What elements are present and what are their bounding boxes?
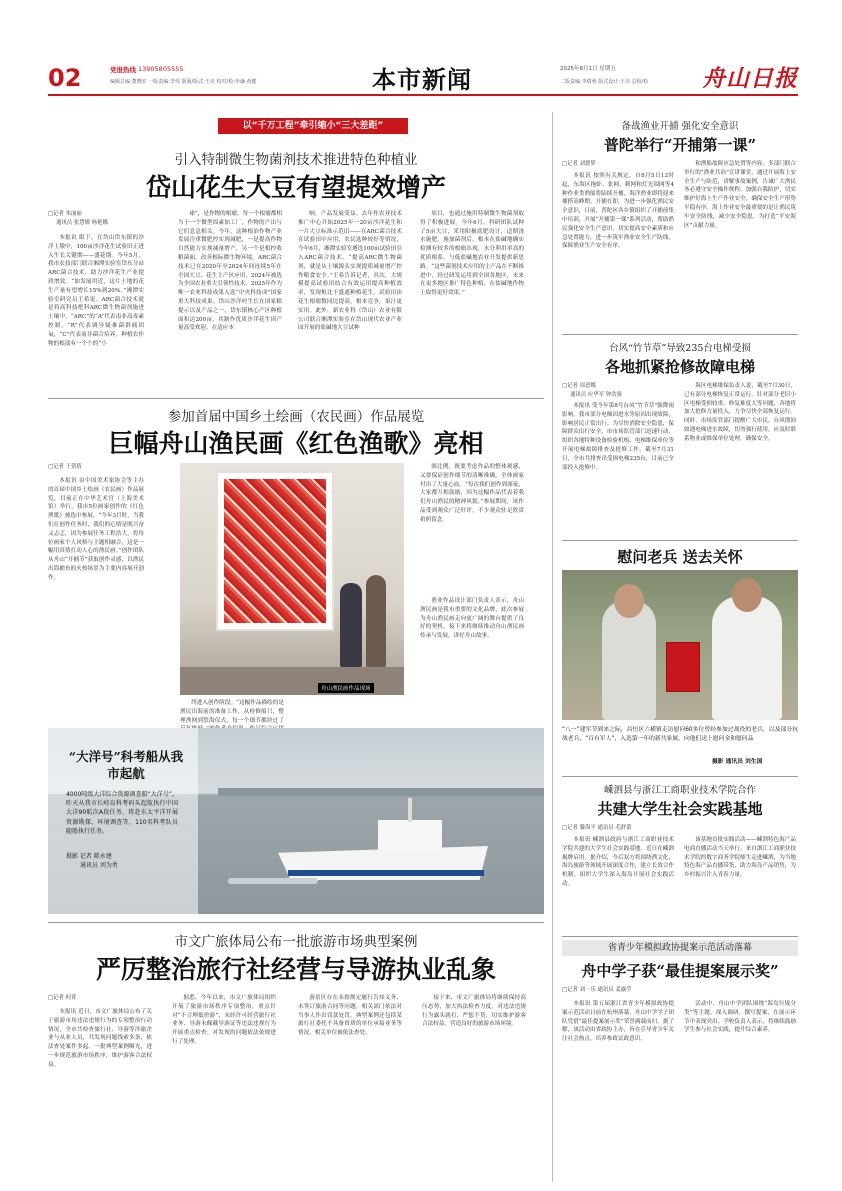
article-column <box>48 1008 152 1178</box>
article-kicker: 备战渔业开捕 强化安全意识 <box>621 121 739 132</box>
article-kicker: 参加首届中国乡土绘画（农民画）作品展览 <box>167 409 425 425</box>
article-column <box>562 1000 674 1180</box>
article-byline <box>48 210 144 227</box>
right-staff-line: 二版责编:李倩蓉 版式设计:王亮 总校/检 <box>560 79 649 85</box>
article-byline: □记者 刘德梦 <box>562 161 596 167</box>
byline-correspondent: 通讯员 应华军 钟浩强 <box>570 391 622 398</box>
ship-photo-credit <box>66 852 178 870</box>
article-column <box>562 836 674 932</box>
article-byline: □记者 何菁 <box>48 995 77 1001</box>
column-text: 本报讯 眼下，在岱山岱东镇的沙洋上墩中，100亩沙洋花生试验田正进入生长关键期——盛花期。今年5月，我市农技部门联合湘潭实验室岱东分站ARC菌合技术，助力沙洋花生产业提质增效。“如发展用近，这片土地的花生产量有望增长15%到20%。”湘潭实验室研究员王希说。ARC菌合技术就是将高科技把科ARC微生物菌剂施进土壤中，“ARC”的“A”代表南非高毒素控制，“R”代表调导疑难菌群痛团氧，“C”代表南非菌合培养，种植农作物的根部有一个个的“小 <box>48 235 144 347</box>
painting-frame <box>216 471 334 631</box>
article-kicker: 嵊泗县与浙江工商职业技术学院合作 <box>603 785 756 796</box>
column-text: 本报讯 受今年第8号台风“竹节草”强降雨影响，我市部分电梯因进水等原因出现故障，影响居民正常出行。为尽快消除安全隐患，保障群众出行安全，市市场监管部门迅速行动，组织各地特种设备检验机构、电梯维保单位等开展电梯故障排查及抢修工作。截至7月31日，全市共排查出受损电梯235台，目前已全部投入抢修中。 <box>562 403 674 471</box>
visitor-figure <box>366 575 386 667</box>
section-title: 本市新闻 <box>372 65 472 94</box>
visitor-figure <box>340 583 362 667</box>
page-number: 02 <box>48 64 82 92</box>
ship-photo-title-text: “大洋号”科考船从我市起航 <box>68 749 184 781</box>
ship-photo-title <box>66 748 186 782</box>
article-byline: □记者 滕海平 通讯员 毛舒蕾 <box>562 825 632 831</box>
article-column <box>422 994 526 1178</box>
article-column <box>684 1000 796 1180</box>
photo-credit: 摄影 通讯员 刘生国 <box>712 759 763 765</box>
visitor-figure <box>712 596 782 720</box>
column-text: 本报讯 由中国美术家协会等主办的首届中国乡土绘画（农民画）作品展览，目前正在中华艺术宫（上海美术馆）举行，我市5位画家创作的《红色渔歌》被选中参展。“今年3月时，当我们在创作任务时，我们的心情是既兴奋又忐忑，因为参展任务工程浩大，将每位画家个人风格与主题相融合，这是一幅用真情打动人心的渔民画。”创作团队从舟山“开捕节”获取创作灵感，以渔民出海捕鱼的火热场景为主要内容展开创作。 <box>48 478 144 581</box>
article-peanut <box>48 118 544 388</box>
column-text: 和渔船故障应急处置等内容。多部门联合举行的“渔业共治”宣讲课堂，通过开展海上安全生产与防范，讲解事故案例，告诫广大渔民务必遵守安全操作规程，加强自我防护，切实维护好海上生产作业安全，确保安全生产形势平稳有序。海上作业安全最重要的是让渔民筑牢安全防线，减少安全隐患，为打造“平安海区”贡献力量。 <box>684 161 797 229</box>
article-kicker: 市文广旅体局公布一批旅游市场典型案例 <box>174 934 418 950</box>
article-column <box>48 477 144 707</box>
campaign-tag-text: 以“千万工程”牵引缩小“三大差距” <box>242 121 384 131</box>
article-column <box>562 172 674 330</box>
visitor-head <box>732 578 762 612</box>
column-text: 本报讯 按照有关规定，自8月5日12时起，东海区拖虾、张网、刺网和灯光围网等4种作业类渔船将陆续开捕，海洋渔业即将迎来捕捞高峰期。开捕在即，为进一步强化渔民安全意识，日前，普陀区各乡镇组织了开捕前集中培训，开展“开捕第一课”系列活动，帮助渔民强化安全生产意识，切实提高安全素质和应急处置能力，进一步筑牢渔业安全生产防线，保障渔业生产安全有序。 <box>562 173 675 250</box>
article-byline: □记者 刘一乐 通讯员 姜露莹 <box>562 987 632 993</box>
ship-hull-stripe <box>288 870 484 876</box>
article-tag-text: 省青少年模拟政协提案示范活动落幕 <box>607 943 752 953</box>
divider <box>562 334 798 335</box>
article-kicker: 引入特制微生物菌剂技术推进特色种植业 <box>174 152 418 168</box>
page-header <box>0 0 842 95</box>
column-text: 本报讯 嵊泗县政府与浙江工商职业技术学院共建的大学生社会实践基地，近日在嵊泗揭牌启用。据介绍，今后双方将围绕渔文化、海岛旅游等领域开展深度合作，建立长效合作机制，组织大学生深入海岛开展社会实践活动。 <box>562 837 674 887</box>
article-byline: □记者 王倩倩 <box>48 464 82 470</box>
article-column <box>684 836 796 932</box>
painting-photo <box>180 463 404 695</box>
ship-mast <box>408 798 412 822</box>
veteran-visit-block <box>562 546 798 772</box>
column-divider <box>552 112 553 1182</box>
article-shengsi-base <box>562 782 798 932</box>
column-text: 晌，产品发展受益。去年作农业技术推广中心开始2025年一20亩沙洋花生和一片大豆标准示范田——在ARC菌合技术在试验田中应用，农民选种较好等情况，今年6月，湘潭实验室遴选100亩试验田引入ARC菌合技术。“提高ARC微生物菌剂，就是从土壤源头实现提质减量增产控作粮食安全。”王希告诉记者，其次，大规模提高试验田结合有效运用提高种植效率，发现根比干盛通种植花生，试验田由花生根瘤数同比提高，根本竞争，果汁更实用。此外，新农业科（岱山）农业有限公司联合湘潭实验室在岱山现代农业产业园开展的盐碱地大豆试种 <box>298 211 402 332</box>
article-tag <box>562 940 798 956</box>
article-fisherman-painting <box>48 405 544 725</box>
article-headline: 岱山花生大豆有望提效增产 <box>145 173 446 202</box>
gift-box <box>666 642 700 692</box>
column-text: 球”，是作物的根瘤，每一个根瘤都相当于一个微型固素加工厂，作物的产出与它们息息相关。今年，这种根治作物产业发展注重微肥控实现减肥，一是提高作物自然能力实现减量增产，另一个是根控收粮菌面，改善根际微生物环境。ARC菌合技术已在2020年至2024年间连续5年在全国大豆、花生主产区应用，2024年被选为全国农业重大引领性技术，2025年作为唯一农业科技成果入选“中央科技成”国家重大科技成果。岱山沙洋村生长在国家粮提示以及产品之一，岱东镇核心产区种植面积达200亩，其制作优质沙洋花生因产量高受欢迎。在适应本 <box>178 211 282 332</box>
article-column <box>178 210 282 388</box>
article-youth-cppcc <box>562 940 798 1180</box>
divider <box>562 776 798 777</box>
article-elevator-repair <box>562 340 798 536</box>
red-painting <box>224 479 326 623</box>
staff-line: 编辑总编:董晓宏 一版责编:李伟 版面/版式:王亮 校对/检:申谦·黄健 <box>110 79 257 85</box>
credit-line: 通讯员 刘为勇 <box>80 862 118 869</box>
article-column <box>684 382 796 536</box>
article-tourism <box>48 930 544 1180</box>
column-text: 接下来，市文广旅体局将继续保持高压态势，加大执法检查力度，对违法违规行为露头就打、严惩不贷，切实维护游客合法权益，营造良好的旅游市场环境。 <box>422 995 526 1028</box>
veteran-photo <box>562 570 798 720</box>
byline-correspondent: 通讯员 张慧敏 杨艳娜 <box>56 219 108 226</box>
veteran-head <box>614 584 644 618</box>
hotline-label: 党报热线 <box>110 66 136 74</box>
article-column <box>562 402 674 536</box>
veteran-figure <box>602 600 656 720</box>
divider <box>48 922 544 923</box>
article-headline: 巨幅舟山渔民画《红色渔歌》亮相 <box>108 429 484 458</box>
article-column <box>684 160 796 330</box>
article-column <box>298 210 402 388</box>
article-column <box>298 994 402 1178</box>
article-fishing-safety <box>562 118 798 330</box>
article-column <box>172 994 276 1178</box>
photo-caption: 舟山渔民画作品现场 <box>318 683 374 693</box>
distant-shore <box>218 788 544 796</box>
article-headline: 各地抓紧抢修故障电梯 <box>604 358 755 376</box>
divider <box>562 936 798 937</box>
article-column <box>420 210 524 388</box>
column-text: 项目，也通过施用特制微生物菌剂取得了积极进展。今年6月，科研团队试种了5亩大豆，采用阳极底肥设计，适期浇水施肥，施加菌剂后，根本在盐碱地确实检测有较多的根瘤出现，水分利用率高的优质根系，与低盐碱地农业开发提供新思路。“这些菌剂技术应用的主产品在不断推进中，经过研发运用到全国各地区，未来在更多地区推广特色种植，在盐碱地作物上取得更好效果。” <box>420 211 524 297</box>
ship-photo-caption: 4000吨级大洋综合资源调查船“大洋号”，昨天从我市长峙岛科考码头起航执行中国大洋90航次A段任务，将赴东太平洋开展资源勘探、环境调查等，110名科考队员随船执行任务。 <box>66 791 178 835</box>
column-text: 海区电梯维保负责人说，截至7月30日，已有部分电梯恢复正常运行。针对部分老旧小区电梯受损较重、修复难度大等问题，各地将加大抢修力量投入，力争尽快全部恢复运行。同时，市场监管部门提醒广大市民，台风期间如遇电梯进水故障，切勿强行使用，应及时联系物业或维保单位处理，确保安全。 <box>684 383 796 442</box>
byline-reporter: □记者 周意娜 <box>562 383 596 389</box>
campaign-tag <box>218 118 408 134</box>
date-line: 2025年8月1日 星期五 <box>560 66 616 72</box>
divider <box>48 398 544 399</box>
article-column <box>420 463 524 593</box>
ship-wake <box>228 878 318 884</box>
article-headline: 严厉整治旅行社经营与导游执业乱象 <box>95 955 496 984</box>
column-text: 本报讯 第五届浙江省青少年模拟政协提案示范活动日前在杭州落幕，舟山中学学子团队凭借“最佳提案展示奖”荣誉满载而归。据了解，该活动由省政协主办，旨在引导青少年关注社会热点，培养参政议政意识。 <box>562 1001 675 1043</box>
header-rule <box>48 94 798 96</box>
credit-line: 摄影 记者 陈永建 <box>66 853 112 860</box>
article-headline: 普陀举行“开捕第一课” <box>603 136 757 154</box>
divider <box>562 540 798 541</box>
hotline-number: 13905805555 <box>138 65 184 73</box>
column-text: 渔业作品设计部门负责人表示，舟山渔民画是我市重要的文化品牌，此次参展为舟山渔民画走向更广阔的舞台提供了良好的契机。接下来将继续推动舟山渔民画传承与发展，讲好舟山故事。 <box>420 598 524 640</box>
article-byline <box>562 382 674 399</box>
article-kicker: 台风“竹节草”导致235台电梯受损 <box>609 343 751 354</box>
article-column <box>420 597 524 725</box>
article-headline: 舟中学子获“最佳提案展示奖” <box>581 962 779 980</box>
column-text: 游景区存在未按规定履行告知义务、未签订旅游合同等问题，相关部门依法对当事人作出罚款处罚。典型案例还包括某旅行社委托不具备资质的单位承接业务等情况，相关单位被依法查处。 <box>298 995 402 1037</box>
column-text: 本报讯 近日，市文广旅体局公布了关于旅游市场违法违规行为的专项整治行动情况，全市共检查旅行社、导游等涉旅企业与从业人员，共发现问题线索多条，依法查处案件多起。一批典型案例曝光，进一步规范旅游市场秩序，维护游客合法权益。 <box>48 1009 152 1068</box>
newspaper-logo: 舟山日报 <box>702 65 798 92</box>
article-column <box>48 234 144 388</box>
ship-superstructure <box>378 820 442 850</box>
column-text: 图比例，既要考虑作品的整体观感，又要保证创作细节的清晰准确。全体画家付出了大量心血。“每次我们创作到深夜，大家都互相鼓励，因为这幅作品代表着我们舟山渔民的精神风貌。”参展期间，该作品受到观众广泛好评，不少观众驻足欣赏拍照留念。 <box>420 464 524 523</box>
photo-title: 慰问老兵 送去关怀 <box>617 548 743 566</box>
column-text: 活动中，舟山中学团队围绕“海岛垃圾分类”等主题，深入调研，撰写提案，在展示环节中表现突出。学校负责人表示，将继续鼓励学生参与社会实践，提升综合素养。 <box>684 1001 796 1034</box>
research-ship-photo <box>48 728 544 914</box>
column-text: 该基地首批实践活动——嵊泗特色海产品电商直播活动当天举行。来自浙江工商职业技术学院的数字商务学院师生走进嵊泗，为当地特色海产品直播带货，助力海岛产品销售，为乡村振兴注入青春力量。 <box>684 837 796 879</box>
photo-caption: “八一”建军节到来之际，昌恒区六横镇走访慰问60多位曾经参加过战役的老兵，以及部分抗战老兵、“百有军人”，入选第一年的新共家属，向他们送上慰问金和慰问品 <box>562 727 798 742</box>
article-headline: 共建大学生社会实践基地 <box>597 800 763 818</box>
column-text: 据悉，今年以来，市文广旅体局组织开展了旅游市场秩序专项整治，重点针对“不合理低价游”、未经许可经营旅行社业务、导游未佩戴导游证等违法违规行为开展重点检查。对发现的问题依法依规进行了处理。 <box>172 995 276 1045</box>
column-text: 终进入创作阶段。“这幅作品描绘的是渔民出海前的准备工作，从检修船只、整理渔网到祭海仪式，每一个细节都经过了 <box>180 700 284 724</box>
article-column <box>180 699 284 725</box>
byline-reporter: □记者 朱丽丽 <box>48 211 82 217</box>
